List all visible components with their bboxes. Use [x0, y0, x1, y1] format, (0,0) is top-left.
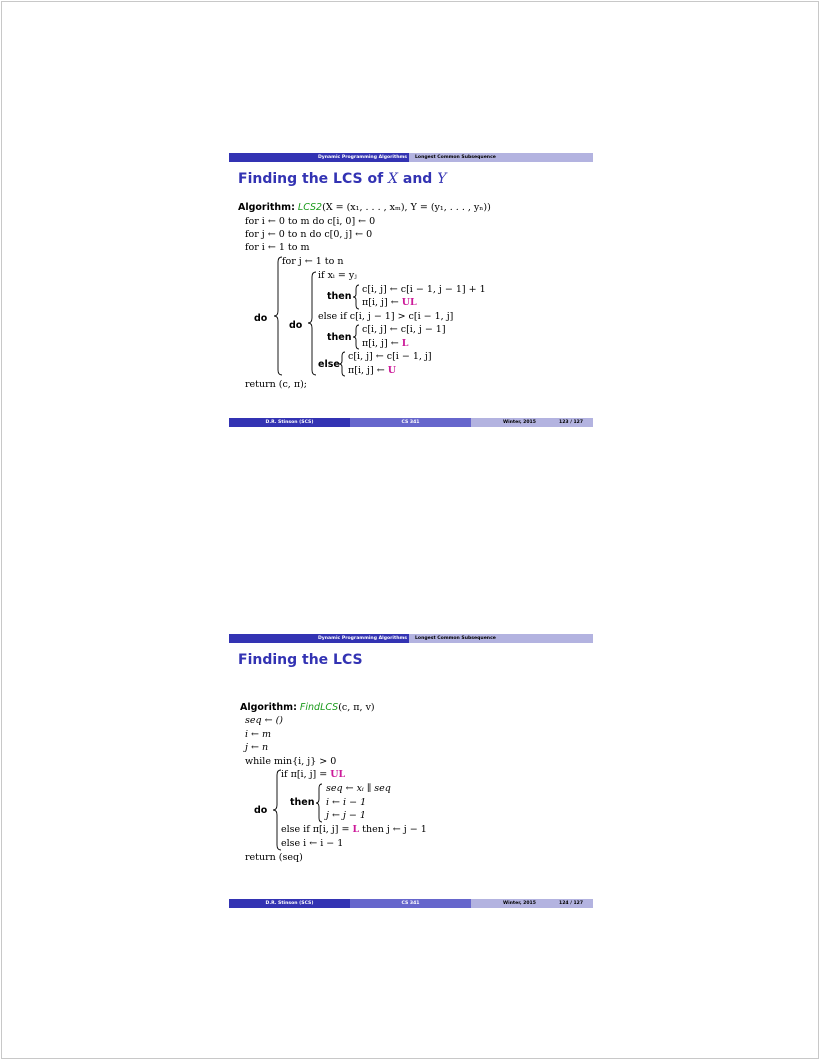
code-line: π[i, j] ← L	[362, 338, 409, 349]
footer-author: D.R. Stinson (SCS)	[229, 899, 350, 908]
footer-term: Winter, 2015 124 / 127	[471, 899, 593, 908]
code-line: seq ← xᵢ ∥ seq	[326, 783, 391, 794]
then-keyword: then	[290, 797, 315, 808]
header-subsection: Longest Common Subsequence	[409, 153, 593, 162]
do-keyword: do	[254, 313, 268, 324]
footer-author: D.R. Stinson (SCS)	[229, 418, 350, 427]
page-number: 124 / 127	[559, 901, 584, 906]
code-line: c[i, j] ← c[i − 1, j]	[348, 351, 432, 362]
algorithm-body	[238, 201, 588, 401]
header-section: Dynamic Programming Algorithms	[229, 634, 409, 643]
code-line: else i ← i − 1	[281, 838, 344, 849]
algorithm-name: LCS2	[297, 202, 323, 213]
slide-title: Finding the LCS	[238, 652, 363, 668]
header-section: Dynamic Programming Algorithms	[229, 153, 409, 162]
footer-course: CS 341	[350, 418, 471, 427]
slide-header	[229, 153, 593, 162]
outer-brace	[274, 256, 284, 376]
code-line: if xᵢ = yⱼ	[318, 270, 357, 281]
code-line: c[i, j] ← c[i − 1, j − 1] + 1	[362, 284, 486, 295]
code-line: seq ← ()	[245, 715, 283, 726]
slide-title: Finding the LCS of X and Y	[238, 171, 447, 187]
algorithm-name: FindLCS	[299, 702, 339, 713]
slide-123	[229, 153, 593, 427]
code-line: π[i, j] ← U	[348, 365, 396, 376]
footer-term: Winter, 2015 123 / 127	[471, 418, 593, 427]
algorithm-signature: Algorithm: LCS2(X = (x₁, . . . , xₘ), Y = (y₁, . . . , yₙ))	[238, 202, 491, 213]
algorithm-body	[240, 701, 580, 871]
code-line: while min{i, j} > 0	[245, 756, 337, 767]
code-line: if π[i, j] = UL	[281, 769, 346, 780]
code-line: for j ← 1 to n	[282, 256, 344, 267]
then-keyword: then	[327, 291, 352, 302]
code-line: j ← j − 1	[326, 810, 366, 821]
algorithm-signature: Algorithm: FindLCS(c, π, v)	[240, 702, 375, 713]
do-keyword: do	[289, 320, 303, 331]
code-line: i ← i − 1	[326, 797, 367, 808]
slide-header	[229, 634, 593, 643]
code-line: for i ← 1 to m	[245, 242, 310, 253]
then-brace	[353, 324, 361, 350]
else-keyword: else	[318, 359, 340, 370]
code-line: else if c[i, j − 1] > c[i − 1, j]	[318, 311, 454, 322]
code-line: return (c, π);	[245, 379, 307, 390]
inner-brace	[308, 271, 318, 376]
else-brace	[339, 351, 347, 377]
slide-footer	[229, 418, 593, 427]
then-keyword: then	[327, 332, 352, 343]
page-number: 123 / 127	[559, 420, 584, 425]
code-line: return (seq)	[245, 852, 303, 863]
code-line: for j ← 0 to n do c[0, j] ← 0	[245, 229, 373, 240]
header-subsection: Longest Common Subsequence	[409, 634, 593, 643]
footer-course: CS 341	[350, 899, 471, 908]
code-line: else if π[i, j] = L then j ← j − 1	[281, 824, 427, 835]
code-line: j ← n	[245, 742, 269, 753]
slide-124	[229, 634, 593, 908]
code-line: i ← m	[245, 729, 272, 740]
code-line: for i ← 0 to m do c[i, 0] ← 0	[245, 216, 376, 227]
then-brace	[316, 783, 324, 823]
then-brace	[353, 284, 361, 310]
code-line: c[i, j] ← c[i, j − 1]	[362, 324, 446, 335]
slide-footer	[229, 899, 593, 908]
code-line: π[i, j] ← UL	[362, 297, 417, 308]
do-keyword: do	[254, 805, 268, 816]
